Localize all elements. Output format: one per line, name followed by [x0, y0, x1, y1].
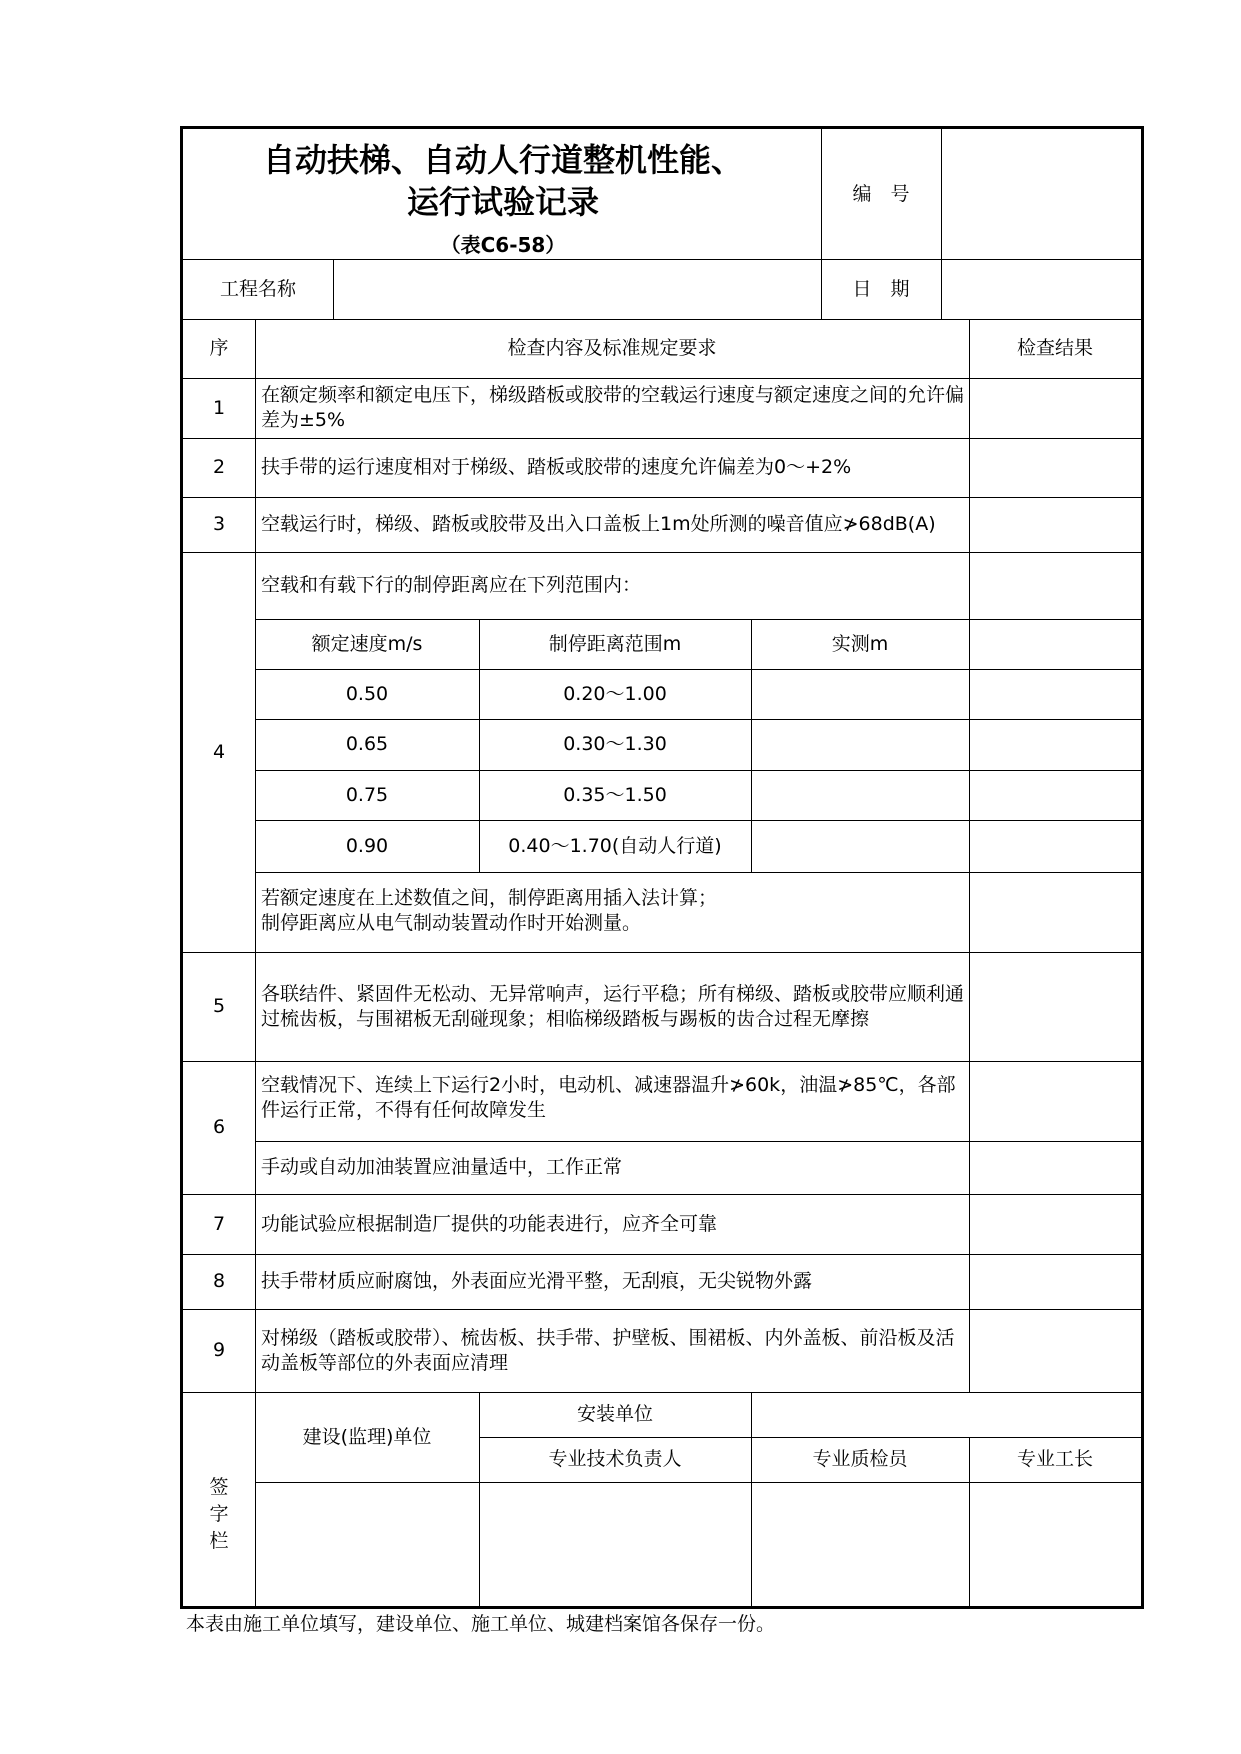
- grid-line: [479, 619, 480, 872]
- grid-line: [183, 497, 1141, 498]
- grid-line: [255, 319, 256, 1606]
- row-3-result[interactable]: [969, 497, 1141, 552]
- date-label: 日 期: [852, 277, 910, 300]
- row-9-result[interactable]: [969, 1309, 1141, 1392]
- footnote: 本表由施工单位填写，建设单位、施工单位、城建档案馆各保存一份。: [186, 1613, 776, 1635]
- number-value[interactable]: [941, 129, 1141, 259]
- grid-line: [183, 1061, 1141, 1062]
- number-label: 编 号: [852, 182, 910, 205]
- title-line-1: 自动扶梯、自动人行道整机性能、: [262, 141, 743, 179]
- grid-line: [255, 669, 1141, 670]
- row-7-text: 功能试验应根据制造厂提供的功能表进行，应齐全可靠: [261, 1212, 718, 1235]
- speed-row-result[interactable]: [969, 820, 1141, 872]
- row-6-result-b[interactable]: [969, 1141, 1141, 1194]
- measured-value[interactable]: [751, 719, 969, 770]
- qc-inspector-label: 专业质检员: [812, 1448, 908, 1470]
- row-5-number: 5: [212, 995, 226, 1017]
- grid-line: [941, 129, 942, 319]
- grid-line: [183, 552, 1141, 553]
- signature-section-label: 签 字 栏: [209, 1475, 229, 1552]
- grid-line: [255, 1482, 1141, 1483]
- row-4-note: [255, 872, 969, 952]
- tech-lead-label: 专业技术负责人: [548, 1448, 682, 1470]
- speed-row-result[interactable]: [969, 770, 1141, 820]
- grid-line: [183, 319, 1141, 320]
- range-column-header: 制停距离范围m: [548, 632, 682, 655]
- project-name-label: 工程名称: [219, 277, 296, 300]
- range-value: 0.30～1.30: [563, 733, 667, 755]
- row-6-text-a: 空载情况下、连续上下运行2小时，电动机、减速器温升≯60k，油温≯85℃，各部件运行正常，不得有任何故障发生: [261, 1074, 956, 1121]
- row-4-note-line-1: 若额定速度在上述数值之间，制停距离用插入法计算；: [261, 887, 718, 909]
- measured-value[interactable]: [751, 820, 969, 872]
- measured-value[interactable]: [751, 770, 969, 820]
- owner-signature[interactable]: [255, 1482, 479, 1606]
- row-5-text: 各联结件、紧固件无松动、无异常响声，运行平稳；所有梯级、踏板或胶带应顺利通过梳齿板，与围裙板无刮碰现象；相临梯级踏板与踢板的齿合过程无摩擦: [261, 982, 965, 1030]
- range-value: 0.20～1.00: [563, 682, 667, 705]
- row-8-number: 8: [212, 1270, 226, 1292]
- row-4-header-result[interactable]: [969, 619, 1141, 669]
- row-9-number: 9: [212, 1339, 226, 1361]
- grid-line: [751, 1392, 752, 1606]
- grid-line: [255, 619, 1141, 620]
- range-value: 0.35～1.50: [563, 783, 667, 806]
- row-6-number: 6: [212, 1116, 226, 1138]
- grid-line: [183, 1254, 1141, 1255]
- grid-line: [969, 1437, 970, 1606]
- speed-column-header: 额定速度m/s: [311, 632, 423, 655]
- row-7-result[interactable]: [969, 1194, 1141, 1254]
- grid-line: [821, 129, 822, 319]
- row-3-number: 3: [212, 513, 226, 535]
- grid-line: [969, 319, 970, 1392]
- result-header: 检查结果: [1016, 337, 1093, 359]
- grid-line: [183, 1194, 1141, 1195]
- grid-line: [751, 619, 752, 872]
- row-2-result[interactable]: [969, 438, 1141, 497]
- row-8-result[interactable]: [969, 1254, 1141, 1309]
- foreman-label: 专业工长: [1016, 1448, 1093, 1470]
- grid-line: [183, 378, 1141, 379]
- row-1-text: 在额定频率和额定电压下，梯级踏板或胶带的空载运行速度与额定速度之间的允许偏差为±5%: [261, 384, 965, 431]
- tech-lead-signature[interactable]: [479, 1482, 751, 1606]
- grid-line: [183, 1309, 1141, 1310]
- measured-value[interactable]: [751, 669, 969, 719]
- owner-unit-label: 建设(监理)单位: [302, 1425, 432, 1448]
- speed-row-result[interactable]: [969, 719, 1141, 770]
- title-line-2: 运行试验记录: [406, 183, 599, 221]
- speed-value: 0.65: [345, 733, 389, 755]
- row-2-number: 2: [212, 456, 226, 478]
- measured-column-header: 实测m: [831, 632, 889, 655]
- row-7-number: 7: [212, 1212, 226, 1235]
- grid-line: [183, 952, 1141, 953]
- grid-line: [183, 1392, 1141, 1393]
- date-value[interactable]: [941, 259, 1141, 319]
- row-4-note-result[interactable]: [969, 872, 1141, 952]
- install-unit-value[interactable]: [751, 1392, 1141, 1437]
- form-code: （表C6-58）: [440, 233, 566, 257]
- row-4-number: 4: [212, 740, 226, 763]
- grid-line: [255, 1141, 1141, 1142]
- install-unit-label: 安装单位: [576, 1403, 653, 1425]
- row-8-text: 扶手带材质应耐腐蚀，外表面应光滑平整，无刮痕，无尖锐物外露: [261, 1270, 813, 1292]
- grid-line: [479, 1437, 1141, 1438]
- grid-line: [479, 1392, 480, 1606]
- seq-header: 序: [209, 337, 229, 359]
- row-4-intro: 空载和有载下行的制停距离应在下列范围内：: [261, 574, 642, 596]
- grid-line: [255, 820, 1141, 821]
- row-1-result[interactable]: [969, 378, 1141, 438]
- grid-line: [255, 872, 1141, 873]
- row-3-text: 空载运行时，梯级、踏板或胶带及出入口盖板上1m处所测的噪音值应≯68dB(A): [261, 513, 936, 535]
- row-5-result[interactable]: [969, 952, 1141, 1061]
- range-value: 0.40～1.70(自动人行道): [508, 834, 722, 857]
- row-1-number: 1: [212, 396, 226, 419]
- row-6-result-a[interactable]: [969, 1061, 1141, 1141]
- qc-inspector-signature[interactable]: [751, 1482, 969, 1606]
- row-4-intro-result[interactable]: [969, 552, 1141, 619]
- content-header: 检查内容及标准规定要求: [507, 337, 717, 359]
- speed-value: 0.75: [345, 783, 389, 806]
- speed-value: 0.50: [345, 682, 389, 705]
- row-9-text: 对梯级（踏板或胶带）、梳齿板、扶手带、护壁板、围裙板、内外盖板、前沿板及活动盖板等部位的外表面应清理: [261, 1326, 955, 1374]
- row-4-note-line-2: 制停距离应从电气制动装置动作时开始测量。: [261, 912, 642, 934]
- grid-line: [183, 438, 1141, 439]
- row-2-text: 扶手带的运行速度相对于梯级、踏板或胶带的速度允许偏差为0～+2%: [261, 456, 852, 478]
- project-name-value[interactable]: [333, 259, 821, 319]
- row-6-text-b: 手动或自动加油装置应油量适中，工作正常: [261, 1156, 623, 1178]
- speed-value: 0.90: [345, 834, 389, 857]
- record-form: [180, 126, 1144, 1609]
- grid-line: [333, 259, 334, 319]
- foreman-signature[interactable]: [969, 1482, 1141, 1606]
- speed-row-result[interactable]: [969, 669, 1141, 719]
- grid-line: [255, 770, 1141, 771]
- grid-line: [183, 259, 1141, 260]
- grid-line: [255, 719, 1141, 720]
